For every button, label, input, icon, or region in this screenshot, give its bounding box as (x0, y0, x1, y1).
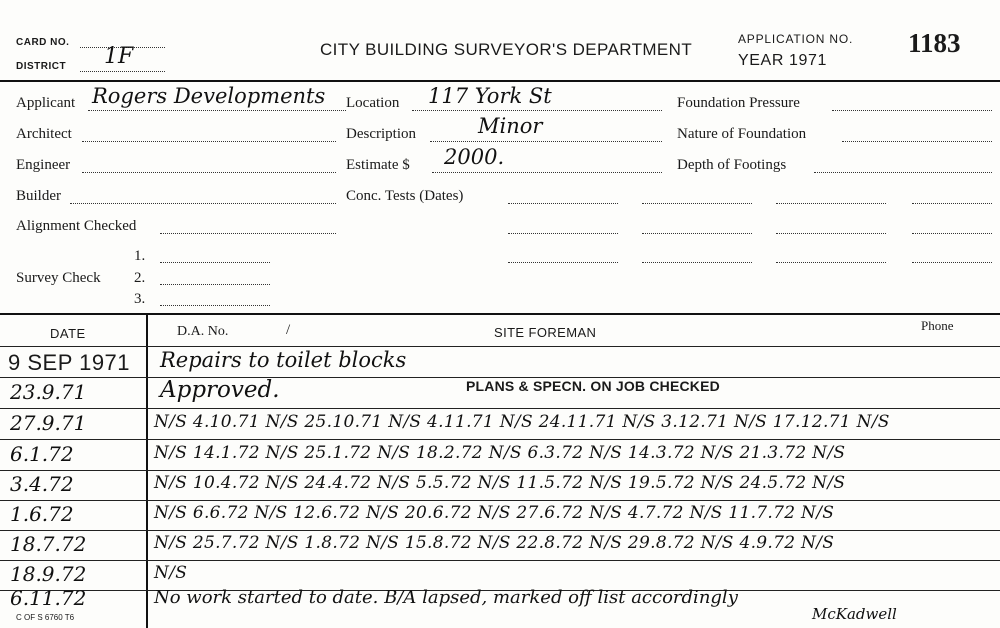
log-row-3-date: 6.1.72 (10, 442, 74, 466)
log-header-da-no: D.A. No. (177, 324, 229, 339)
conc-tests-label: Conc. Tests (Dates) (346, 188, 464, 204)
applicant-label: Applicant (16, 95, 76, 111)
description-value: Minor (478, 114, 543, 138)
conc-line-b3 (776, 233, 886, 234)
approval-stamp: PLANS & SPECN. ON JOB CHECKED (466, 378, 720, 394)
log-row-8-date: 6.11.72 (10, 586, 87, 610)
location-line (412, 110, 662, 111)
applicant-line (88, 110, 346, 111)
district-label: DISTRICT (16, 61, 67, 72)
log-row-7-date: 18.9.72 (10, 562, 87, 586)
department-title: CITY BUILDING SURVEYOR'S DEPARTMENT (320, 40, 693, 59)
survey-line-2 (160, 284, 270, 285)
conc-line-c1 (508, 262, 618, 263)
log-row-3-entry: N/S 14.1.72 N/S 25.1.72 N/S 18.2.72 N/S 6.3.72 N/S 14.3.72 N/S 21.3.72 N/S (154, 443, 846, 463)
log-header-date: DATE (50, 326, 86, 341)
district-line (80, 71, 165, 72)
builder-line (70, 203, 336, 204)
conc-line-a4 (912, 203, 992, 204)
survey-num-3: 3. (134, 291, 146, 307)
log-row-8-entry: No work started to date. B/A lapsed, marked off list accordingly (154, 587, 738, 608)
header-divider (0, 80, 1000, 82)
engineer-line (82, 172, 336, 173)
row-line-0 (0, 346, 1000, 347)
nature-of-foundation-label: Nature of Foundation (677, 126, 807, 142)
log-row-5-date: 1.6.72 (10, 502, 74, 526)
log-header-slash: / (286, 322, 291, 338)
log-row-2-entry: N/S 4.10.71 N/S 25.10.71 N/S 4.11.71 N/S 24.11.71 N/S 3.12.71 N/S 17.12.71 N/S (154, 412, 890, 432)
nature-line (842, 141, 992, 142)
log-row-2-date: 27.9.71 (10, 411, 87, 435)
row-line-4 (0, 470, 1000, 471)
survey-num-2: 2. (134, 270, 146, 286)
estimate-value: 2000. (444, 145, 505, 169)
conc-line-c2 (642, 262, 752, 263)
footer-code: C OF S 6760 T6 (16, 613, 75, 622)
depth-of-footings-label: Depth of Footings (677, 157, 787, 173)
log-header-phone: Phone (921, 318, 954, 333)
log-row-0-entry: Repairs to toilet blocks (160, 348, 407, 372)
log-row-4-entry: N/S 10.4.72 N/S 24.4.72 N/S 5.5.72 N/S 11.5.72 N/S 19.5.72 N/S 24.5.72 N/S (154, 473, 846, 493)
conc-line-b4 (912, 233, 992, 234)
log-row-4-date: 3.4.72 (10, 472, 74, 496)
log-row-7-entry: N/S (154, 563, 188, 583)
log-row-5-entry: N/S 6.6.72 N/S 12.6.72 N/S 20.6.72 N/S 27.6.72 N/S 4.7.72 N/S 11.7.72 N/S (154, 503, 835, 523)
estimate-label: Estimate $ (346, 157, 410, 173)
log-row-6-date: 18.7.72 (10, 532, 87, 556)
applicant-value: Rogers Developments (92, 84, 326, 108)
application-number: 1183 (908, 28, 961, 58)
card-no-label: CARD NO. (16, 37, 70, 48)
district-value: 1F (104, 44, 134, 69)
architect-label: Architect (16, 126, 72, 142)
survey-check-label: Survey Check (16, 270, 101, 286)
row-line-7 (0, 560, 1000, 561)
builder-label: Builder (16, 188, 61, 204)
conc-line-b2 (642, 233, 752, 234)
log-row-1-entry: Approved. (160, 377, 280, 403)
depth-line (814, 172, 992, 173)
log-row-1-date: 23.9.71 (10, 380, 87, 404)
estimate-line (432, 172, 662, 173)
architect-line (82, 141, 336, 142)
log-row-0-date: 9 SEP 1971 (8, 350, 131, 375)
log-top-divider (0, 313, 1000, 315)
conc-line-b1 (508, 233, 618, 234)
row-line-2 (0, 408, 1000, 409)
conc-line-a3 (776, 203, 886, 204)
row-line-6 (0, 530, 1000, 531)
description-label: Description (346, 126, 416, 142)
log-header-site-foreman: SITE FOREMAN (494, 325, 597, 340)
conc-line-c3 (776, 262, 886, 263)
signature: McKadwell (812, 605, 897, 623)
conc-line-c4 (912, 262, 992, 263)
alignment-line (160, 233, 336, 234)
description-line (430, 141, 662, 142)
application-label: APPLICATION NO. (738, 32, 854, 46)
conc-line-a2 (642, 203, 752, 204)
survey-line-1 (160, 262, 270, 263)
log-row-6-entry: N/S 25.7.72 N/S 1.8.72 N/S 15.8.72 N/S 22.8.72 N/S 29.8.72 N/S 4.9.72 N/S (154, 533, 835, 553)
year-label: YEAR 1971 (738, 52, 828, 69)
survey-line-3 (160, 305, 270, 306)
row-line-5 (0, 500, 1000, 501)
alignment-checked-label: Alignment Checked (16, 218, 137, 234)
foundation-pressure-line (832, 110, 992, 111)
location-value: 117 York St (428, 84, 552, 108)
engineer-label: Engineer (16, 157, 71, 173)
location-label: Location (346, 95, 400, 111)
foundation-pressure-label: Foundation Pressure (677, 95, 800, 111)
conc-line-a1 (508, 203, 618, 204)
row-line-3 (0, 439, 1000, 440)
survey-num-1: 1. (134, 248, 146, 264)
